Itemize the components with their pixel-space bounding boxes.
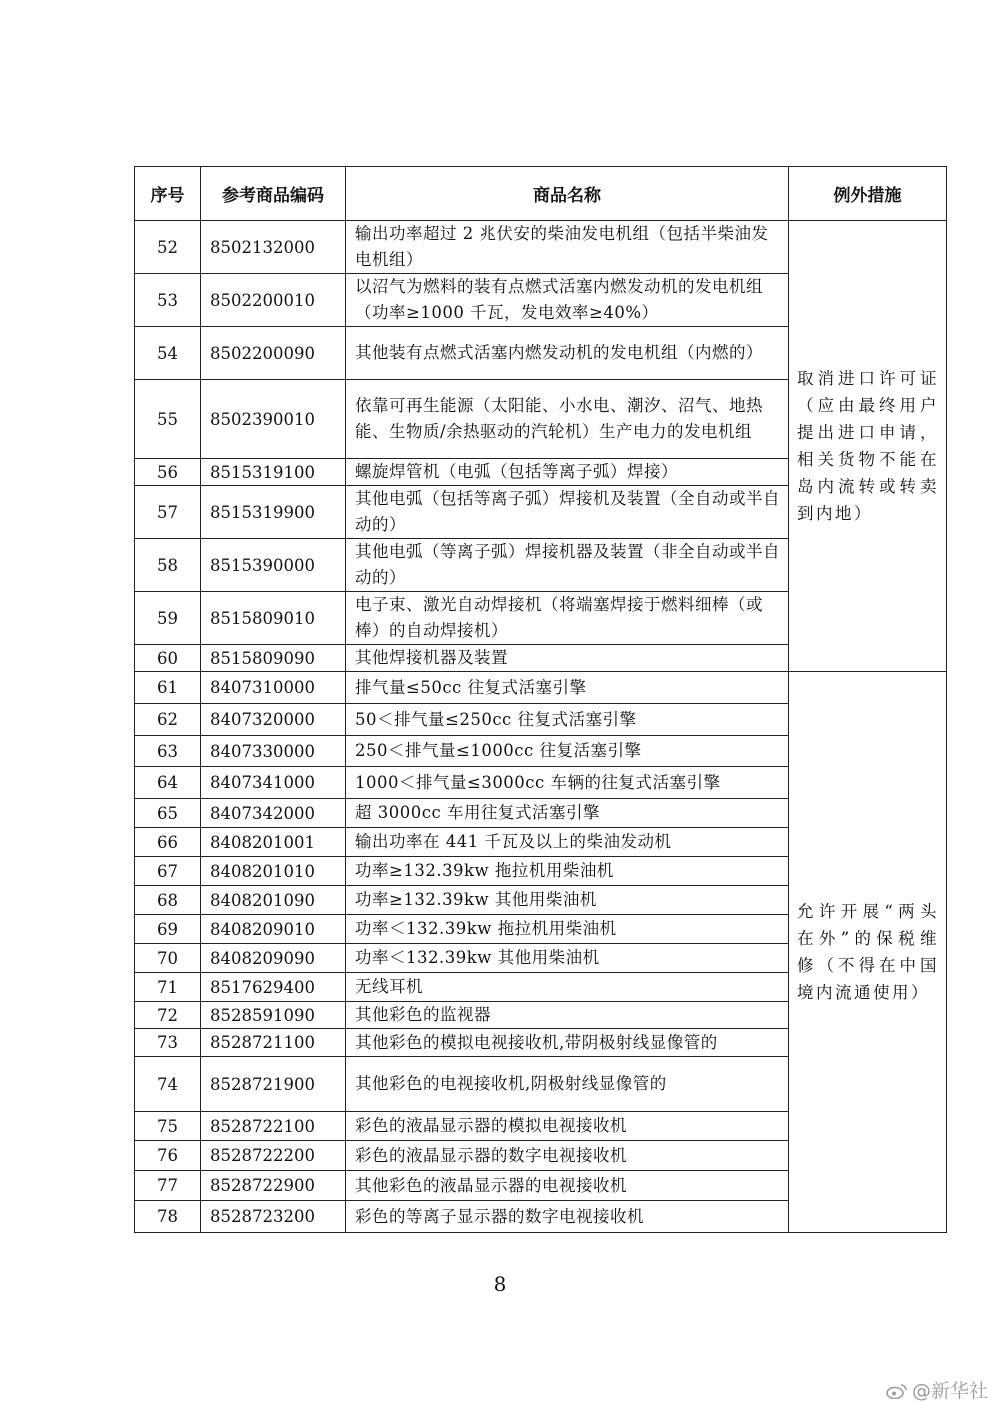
row-index: 63 — [135, 736, 201, 767]
watermark — [886, 1376, 988, 1403]
measure-cell: 取消进口许可证（应由最终用户提出进口申请，相关货物不能在岛内流转或转卖到内地） — [789, 221, 947, 672]
row-code: 8515319100 — [201, 459, 346, 486]
row-code: 8407330000 — [201, 736, 346, 767]
row-name: 功率＜132.39kw 其他用柴油机 — [346, 944, 789, 973]
row-name: 以沼气为燃料的装有点燃式活塞内燃发动机的发电机组（功率≥1000 千瓦，发电效率≥40%） — [346, 274, 789, 327]
row-name: 250＜排气量≤1000cc 往复活塞引擎 — [346, 736, 789, 767]
row-code: 8408201010 — [201, 857, 346, 886]
row-code: 8502200090 — [201, 327, 346, 380]
row-name: 功率≥132.39kw 其他用柴油机 — [346, 886, 789, 915]
row-code: 8528721100 — [201, 1029, 346, 1057]
table-row — [135, 672, 947, 704]
row-code: 8408209090 — [201, 944, 346, 973]
row-name: 彩色的液晶显示器的模拟电视接收机 — [346, 1112, 789, 1141]
table-body — [135, 221, 947, 1233]
row-name: 彩色的等离子显示器的数字电视接收机 — [346, 1201, 789, 1233]
row-index: 53 — [135, 274, 201, 327]
row-index: 60 — [135, 645, 201, 672]
row-index: 57 — [135, 486, 201, 539]
row-name: 超 3000cc 车用往复式活塞引擎 — [346, 799, 789, 828]
row-index: 70 — [135, 944, 201, 973]
row-code: 8528721900 — [201, 1057, 346, 1112]
row-name: 螺旋焊管机（电弧（包括等离子弧）焊接） — [346, 459, 789, 486]
row-name: 其他彩色的监视器 — [346, 1002, 789, 1029]
row-index: 64 — [135, 767, 201, 799]
header-index: 序号 — [135, 167, 201, 221]
row-code: 8502200010 — [201, 274, 346, 327]
row-index: 61 — [135, 672, 201, 704]
header-name: 商品名称 — [346, 167, 789, 221]
row-index: 69 — [135, 915, 201, 944]
row-name: 其他焊接机器及装置 — [346, 645, 789, 672]
row-name: 其他电弧（包括等离子弧）焊接机及装置（全自动或半自动的） — [346, 486, 789, 539]
row-index: 66 — [135, 828, 201, 857]
measure-cell: 允许开展“两头在外”的保税维修（不得在中国境内流通使用） — [789, 672, 947, 1233]
row-name: 彩色的液晶显示器的数字电视接收机 — [346, 1141, 789, 1171]
row-index: 71 — [135, 973, 201, 1002]
row-index: 62 — [135, 704, 201, 736]
row-code: 8528722900 — [201, 1171, 346, 1201]
watermark-text: @新华社 — [911, 1380, 988, 1402]
weibo-icon — [886, 1382, 908, 1398]
page-number: 8 — [493, 1272, 507, 1296]
row-index: 73 — [135, 1029, 201, 1057]
row-index: 74 — [135, 1057, 201, 1112]
row-index: 65 — [135, 799, 201, 828]
row-code: 8407341000 — [201, 767, 346, 799]
row-index: 59 — [135, 592, 201, 645]
row-code: 8502132000 — [201, 221, 346, 274]
row-name: 其他彩色的液晶显示器的电视接收机 — [346, 1171, 789, 1201]
row-name: 功率＜132.39kw 拖拉机用柴油机 — [346, 915, 789, 944]
row-code: 8528722200 — [201, 1141, 346, 1171]
row-index: 55 — [135, 380, 201, 459]
row-code: 8408201001 — [201, 828, 346, 857]
row-index: 75 — [135, 1112, 201, 1141]
row-name: 功率≥132.39kw 拖拉机用柴油机 — [346, 857, 789, 886]
row-index: 72 — [135, 1002, 201, 1029]
table-row — [135, 221, 947, 274]
row-code: 8407342000 — [201, 799, 346, 828]
row-index: 78 — [135, 1201, 201, 1233]
row-name: 其他彩色的电视接收机,阴极射线显像管的 — [346, 1057, 789, 1112]
row-code: 8408201090 — [201, 886, 346, 915]
row-code: 8517629400 — [201, 973, 346, 1002]
row-code: 8408209010 — [201, 915, 346, 944]
row-code: 8515390000 — [201, 539, 346, 592]
row-code: 8407320000 — [201, 704, 346, 736]
row-code: 8515809010 — [201, 592, 346, 645]
header-code: 参考商品编码 — [201, 167, 346, 221]
row-name: 其他电弧（等离子弧）焊接机器及装置（非全自动或半自动的） — [346, 539, 789, 592]
row-name: 无线耳机 — [346, 973, 789, 1002]
row-code: 8528723200 — [201, 1201, 346, 1233]
row-index: 52 — [135, 221, 201, 274]
row-name: 排气量≤50cc 往复式活塞引擎 — [346, 672, 789, 704]
row-name: 其他彩色的模拟电视接收机,带阴极射线显像管的 — [346, 1029, 789, 1057]
row-name: 1000＜排气量≤3000cc 车辆的往复式活塞引擎 — [346, 767, 789, 799]
header-measure: 例外措施 — [789, 167, 947, 221]
row-code: 8528722100 — [201, 1112, 346, 1141]
row-code: 8515809090 — [201, 645, 346, 672]
row-index: 56 — [135, 459, 201, 486]
row-name: 其他装有点燃式活塞内燃发动机的发电机组（内燃的） — [346, 327, 789, 380]
row-index: 77 — [135, 1171, 201, 1201]
row-index: 76 — [135, 1141, 201, 1171]
row-code: 8515319900 — [201, 486, 346, 539]
row-index: 68 — [135, 886, 201, 915]
row-name: 输出功率在 441 千瓦及以上的柴油发动机 — [346, 828, 789, 857]
row-index: 54 — [135, 327, 201, 380]
row-code: 8407310000 — [201, 672, 346, 704]
table-header-row — [135, 167, 947, 221]
row-name: 电子束、激光自动焊接机（将端塞焊接于燃料细棒（或棒）的自动焊接机） — [346, 592, 789, 645]
row-name: 依靠可再生能源（太阳能、小水电、潮汐、沼气、地热能、生物质/余热驱动的汽轮机）生产电力的发电机组 — [346, 380, 789, 459]
commodity-table — [134, 166, 947, 1233]
row-index: 67 — [135, 857, 201, 886]
row-index: 58 — [135, 539, 201, 592]
row-name: 输出功率超过 2 兆伏安的柴油发电机组（包括半柴油发电机组） — [346, 221, 789, 274]
row-name: 50＜排气量≤250cc 往复式活塞引擎 — [346, 704, 789, 736]
row-code: 8528591090 — [201, 1002, 346, 1029]
row-code: 8502390010 — [201, 380, 346, 459]
